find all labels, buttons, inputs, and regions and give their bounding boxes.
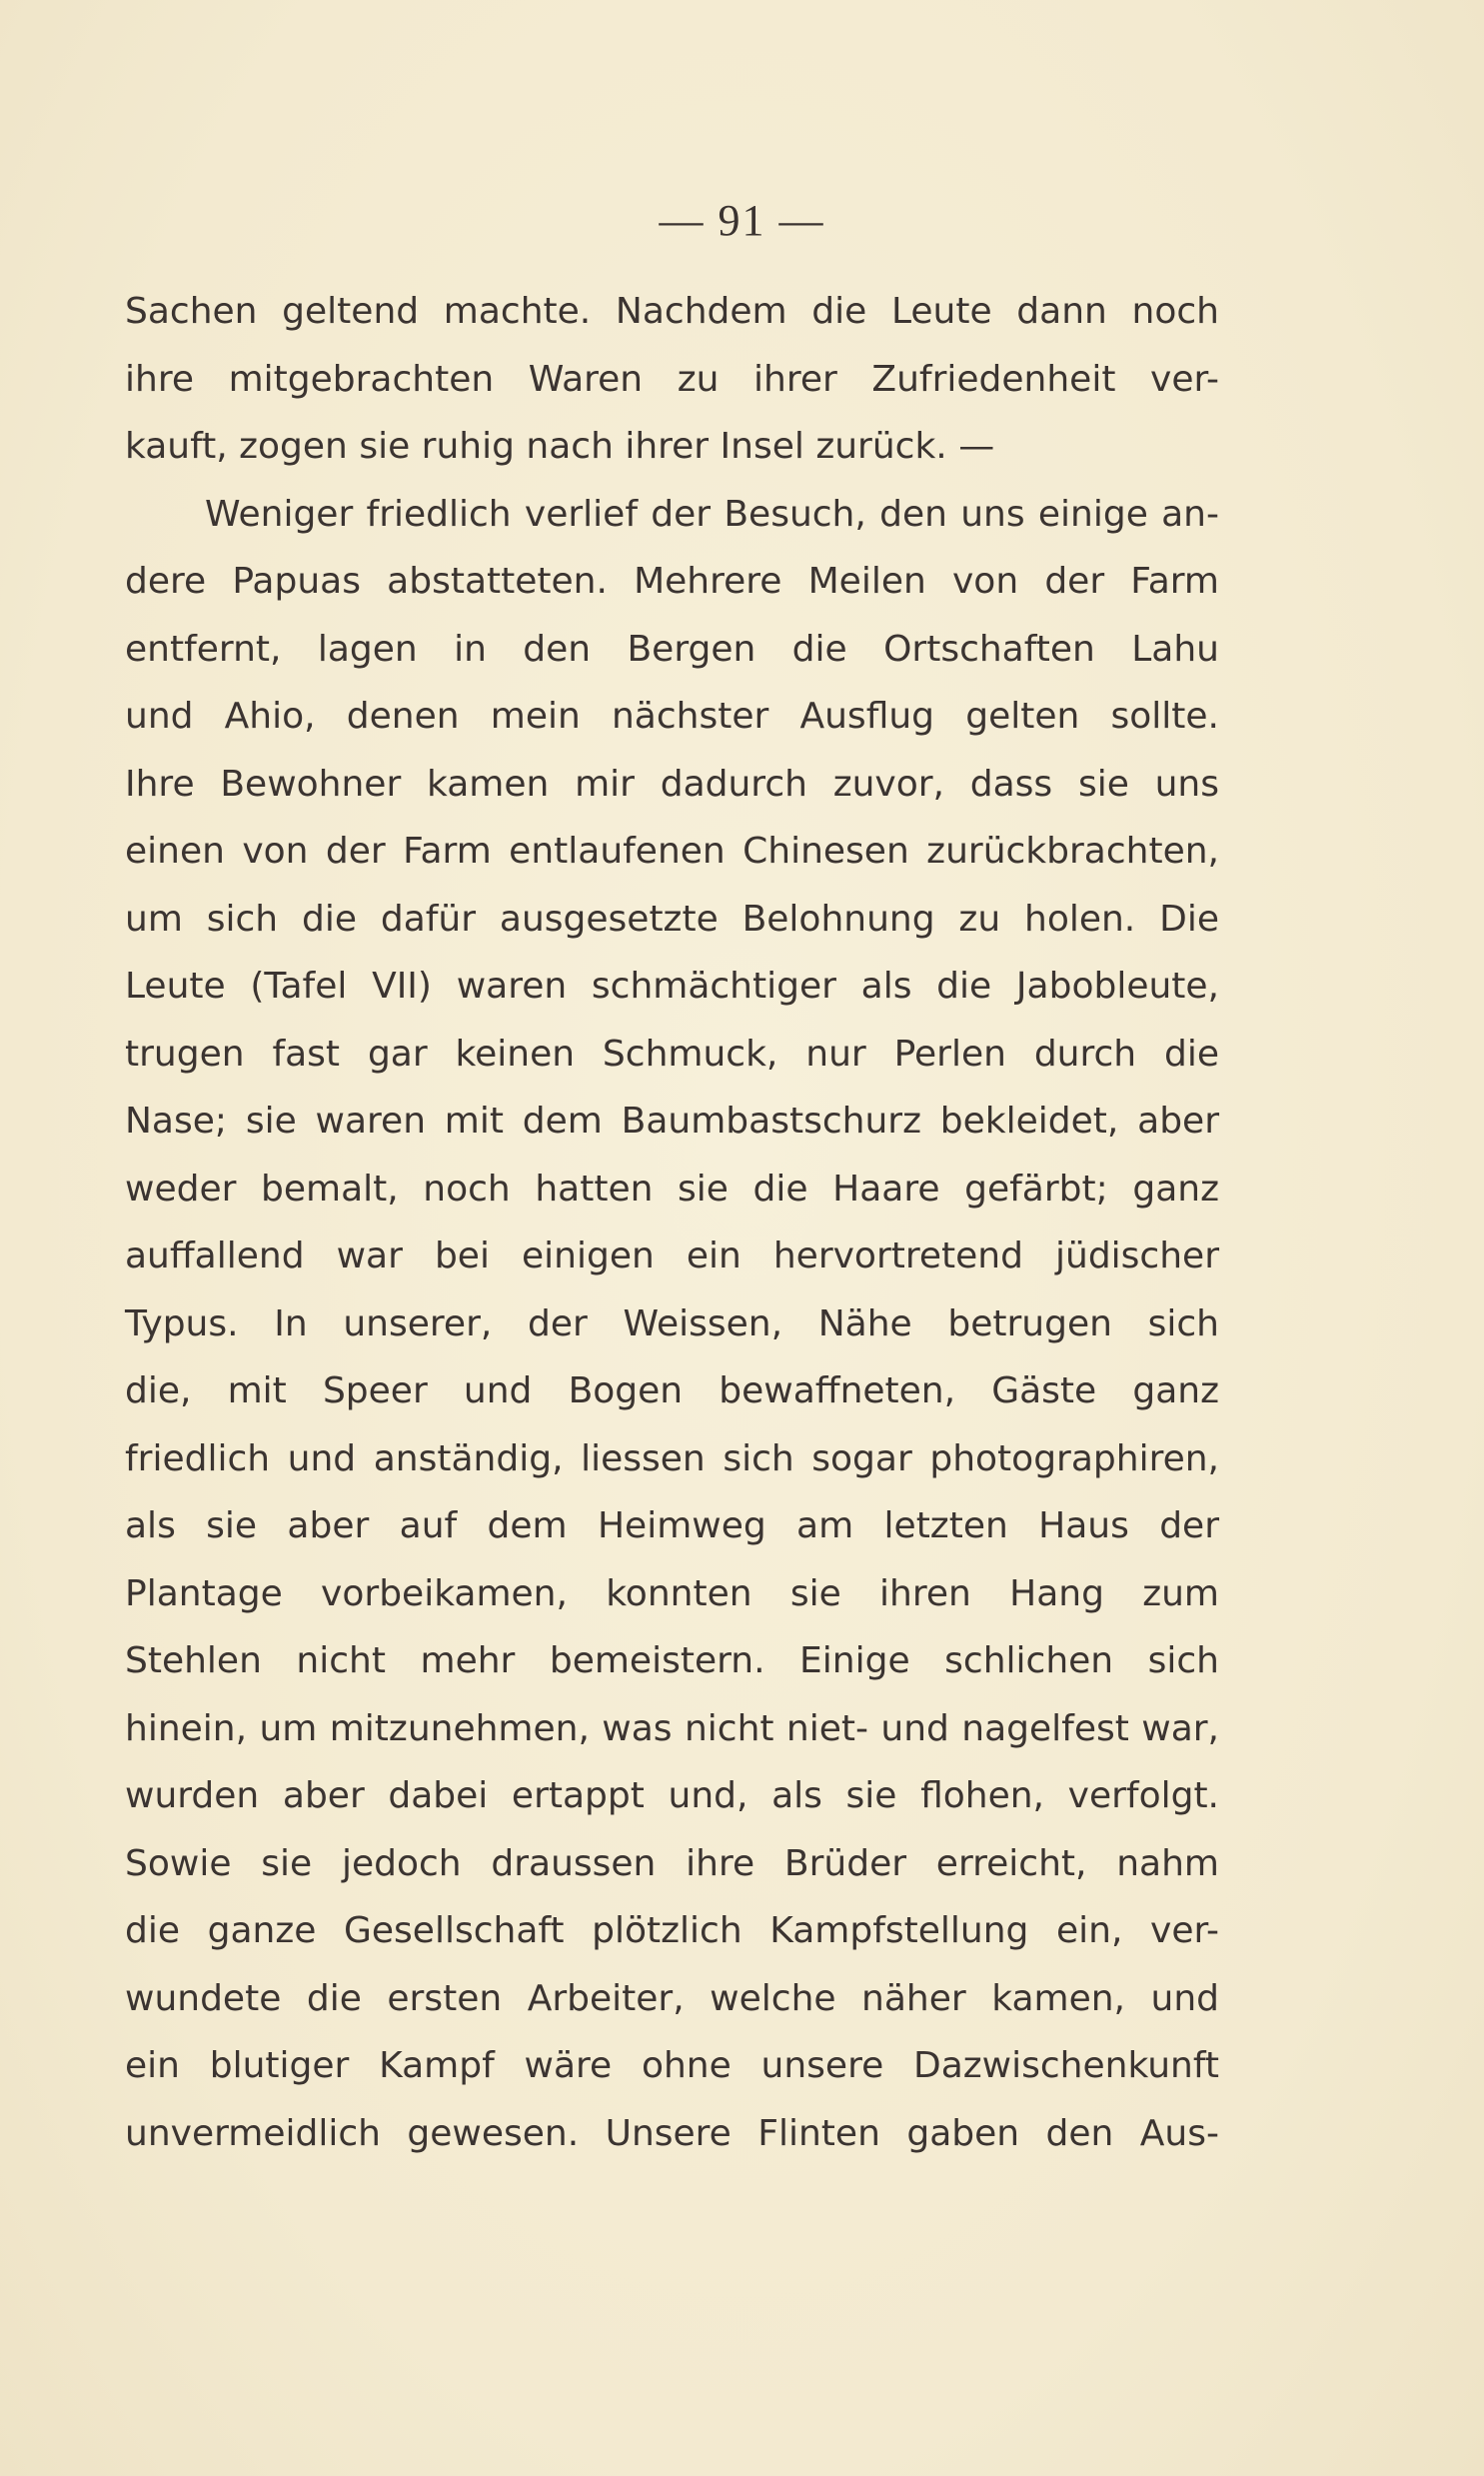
text-line: die ganze Gesellschaft plötzlich Kampfstellung ein, ver- [125,1910,1219,1951]
text-line: Stehlen nicht mehr bemeistern. Einige schlichen sich [125,1640,1219,1681]
body-text [125,278,1219,2167]
text-line: Sachen geltend machte. Nachdem die Leute dann noch [125,291,1219,332]
text-line: Sowie sie jedoch draussen ihre Brüder erreicht, nahm [125,1842,1219,1884]
text-line: auffallend war bei einigen ein hervortretend jüdischer [125,1236,1219,1276]
text-line: Plantage vorbeikamen, konnten sie ihren Hang zum [125,1572,1219,1614]
text-line: hinein, um mitzunehmen, was nicht niet- und nagelfest war, [125,1707,1219,1749]
text-line: Typus. In unserer, der Weissen, Nähe betrugen sich [125,1302,1219,1344]
text-line: Leute (Tafel VII) waren schmächtiger als die Jabobleute, [125,966,1219,1007]
text-line: Weniger friedlich verlief der Besuch, den uns einige an- [205,493,1219,535]
text-line: als sie aber auf dem Heimweg am letzten Haus der [125,1505,1219,1546]
text-line: ihre mitgebrachten Waren zu ihrer Zufriedenheit ver- [125,358,1219,400]
text-line: wurden aber dabei ertappt und, als sie flohen, verfolgt. [125,1775,1219,1816]
text-line: entfernt, lagen in den Bergen die Ortschaften Lahu [125,628,1219,670]
text-line: Ihre Bewohner kamen mir dadurch zuvor, dass sie uns [125,763,1219,805]
text-line: weder bemalt, noch hatten sie die Haare gefärbt; ganz [125,1168,1219,1210]
text-line: wundete die ersten Arbeiter, welche näher kamen, und [125,1977,1219,2019]
page-number: — 91 — [659,196,825,245]
text-line: einen von der Farm entlaufenen Chinesen zurückbrachten, [125,831,1219,872]
text-line: und Ahio, denen mein nächster Ausflug gelten sollte. [125,696,1219,737]
text-line: die, mit Speer und Bogen bewaffneten, Gäste ganz [125,1370,1219,1411]
text-line: trugen fast gar keinen Schmuck, nur Perlen durch die [125,1033,1219,1075]
text-line: ein blutiger Kampf wäre ohne unsere Dazwischenkunft [125,2045,1219,2086]
text-line: kauft, zogen sie ruhig nach ihrer Insel zurück. — [125,426,995,467]
text-line: Nase; sie waren mit dem Baumbastschurz bekleidet, aber [125,1101,1219,1142]
text-line: um sich die dafür ausgesetzte Belohnung zu holen. Die [125,898,1219,940]
text-line: friedlich und anständig, liessen sich sogar photographiren, [125,1437,1219,1479]
text-line: unvermeidlich gewesen. Unsere Flinten gaben den Aus- [125,2112,1219,2154]
text-line: dere Papuas abstatteten. Mehrere Meilen von der Farm [125,561,1219,602]
